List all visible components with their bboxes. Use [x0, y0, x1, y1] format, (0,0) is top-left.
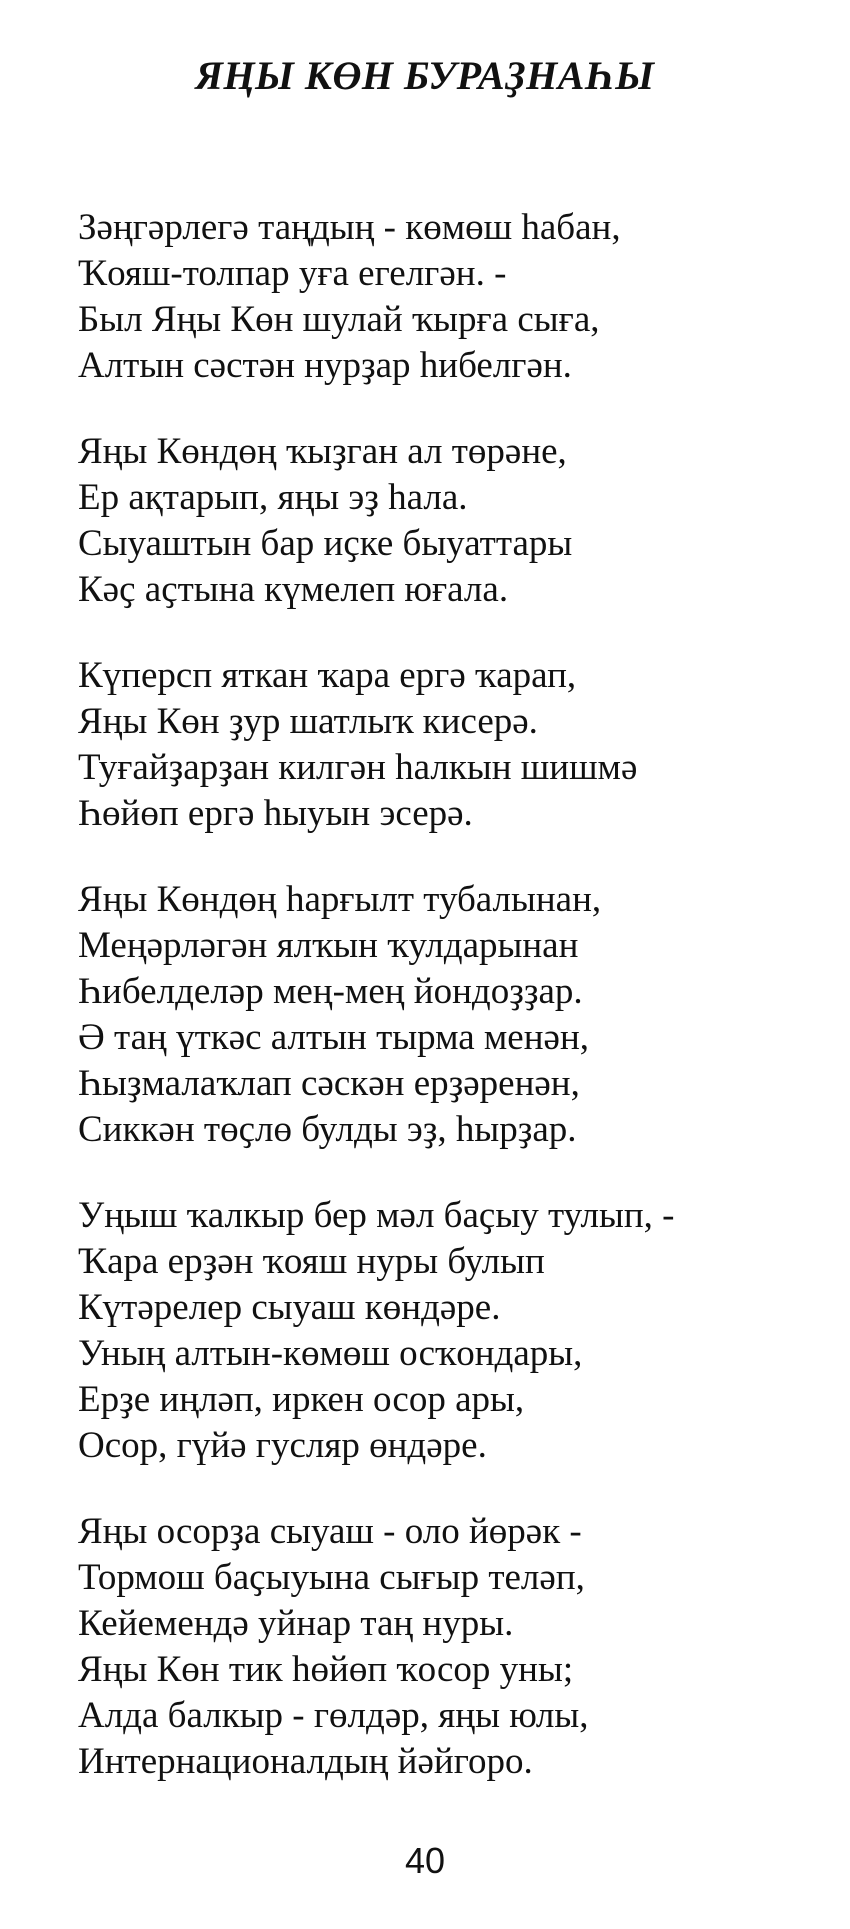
- poem-line: Яңы Көндөң ҡыҙган ал төрәне,: [78, 431, 567, 472]
- poem-line: Интернационалдың йәйгоро.: [78, 1741, 533, 1782]
- poem-line: Туғайҙарҙан килгән һалкын шишмә: [78, 747, 638, 788]
- poem-line: Зәңгәрлегә таңдың - көмөш һабан,: [78, 207, 621, 248]
- poem-line: Яңы осорҙа сыуаш - оло йөрәк -: [78, 1511, 582, 1552]
- poem-line: Уның алтын-көмөш осҡондары,: [78, 1333, 583, 1374]
- poem-line: Был Яңы Көн шулай ҡырға сыға,: [78, 299, 600, 340]
- poem-line: Алтын сәстән нурҙар һибелгән.: [78, 345, 572, 386]
- stanza-2: [78, 429, 818, 613]
- poem-line: Ерҙе иңләп, иркен осор ары,: [78, 1379, 525, 1420]
- poem-line: Һөйөп ергә һыуын эсерә.: [78, 793, 473, 834]
- stanza-5: [78, 1193, 818, 1469]
- poem-line: Уңыш ҡалкыр бер мәл баҫыу тулып, -: [78, 1195, 675, 1236]
- poem-line: Ер ақтарып, яңы эҙ һала.: [78, 477, 468, 518]
- poem-line: Яңы Көн ҙур шатлыҡ кисерә.: [78, 701, 538, 742]
- poem-line: Ҡояш-толпар уға егелгән. -: [78, 253, 507, 294]
- poem-body: [78, 205, 818, 1825]
- poem-line: Сыуаштын бар иҫке быуаттары: [78, 523, 573, 564]
- poem-line: Меңәрләгән ялҡын ҡулдарынан: [78, 925, 579, 966]
- stanza-6: [78, 1509, 818, 1785]
- poem-line: Сиккән төҫлө булды эҙ, һырҙар.: [78, 1109, 577, 1150]
- poem-line: Алда балкыр - гөлдәр, яңы юлы,: [78, 1695, 589, 1736]
- stanza-3: [78, 653, 818, 837]
- poem-line: Күперсп яткан ҡара ергә ҡарап,: [78, 655, 577, 696]
- page-number: 40: [404, 1840, 446, 1881]
- poem-line: Ә таң үткәс алтын тырма менән,: [78, 1017, 590, 1058]
- poem-title: ЯҢЫ КӨН БУРАҘНАҺЫ: [195, 53, 655, 98]
- poem-line: Осор, гүйә гусляр өндәре.: [78, 1425, 487, 1466]
- stanza-1: [78, 205, 818, 389]
- poem-line: Кейемендә уйнар таң нуры.: [78, 1603, 514, 1644]
- poem-line: Күтәрелер сыуаш көндәре.: [78, 1287, 501, 1328]
- poem-line: Ҡара ерҙән ҡояш нуры булып: [78, 1241, 545, 1282]
- poem-line: Яңы Көндөң һарғылт тубалынан,: [78, 879, 602, 920]
- poem-line: Һыҙмалаҡлап сәскән ерҙәренән,: [78, 1063, 580, 1104]
- poem-line: Һибелделәр мең-мең йондоҙҙар.: [78, 971, 583, 1012]
- poem-line: Тормош баҫыуына сығыр теләп,: [78, 1557, 585, 1598]
- poem-line: Яңы Көн тик һөйөп ҡосор уны;: [78, 1649, 574, 1690]
- poem-line: Кәҫ аҫтына күмелеп юғала.: [78, 569, 509, 610]
- stanza-4: [78, 877, 818, 1153]
